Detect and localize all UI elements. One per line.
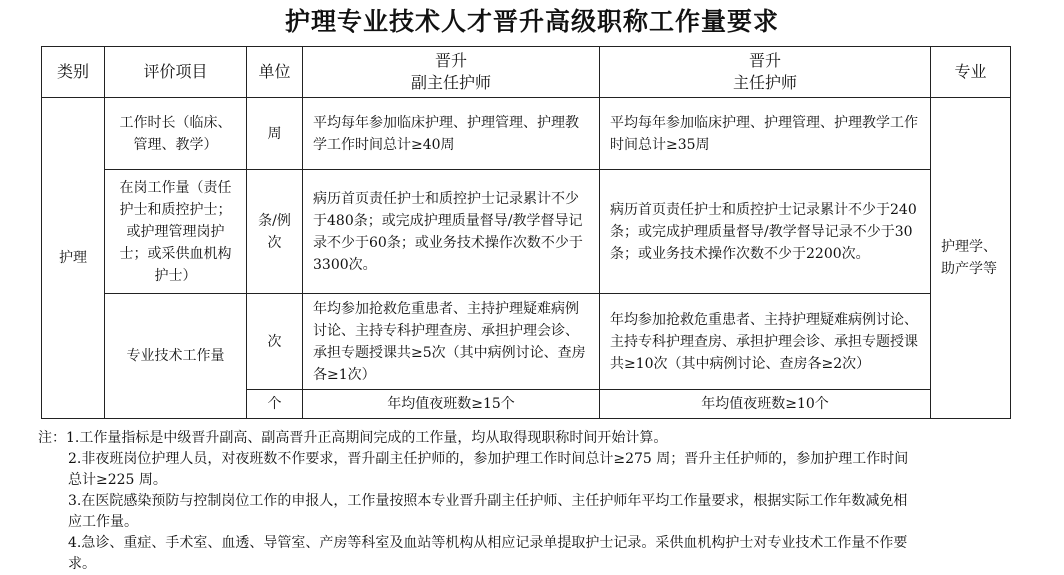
associate-cell: 年均值夜班数≥15个: [303, 390, 600, 419]
associate-cell: 病历首页责任护士和质控护士记录累计不少于480条；或完成护理质量督导/教学督导记录不少于60条；或业务技术操作次数不少于3300次。: [303, 170, 600, 294]
unit-cell: 条/例次: [247, 170, 303, 294]
chief-cell: 年均参加抢救危重患者、主持护理疑难病例讨论、主持专科护理查房、承担护理会诊、承担专题授课共≥10次（其中病例讨论、查房各≥2次）: [600, 294, 931, 390]
major-cell: 护理学、助产学等: [931, 98, 1011, 419]
page-title: 护理专业技术人才晋升高级职称工作量要求: [284, 7, 779, 36]
table-header-row: [42, 47, 1011, 98]
header-unit: 单位: [247, 47, 303, 98]
note-4-cont: 求。: [68, 556, 96, 572]
associate-cell: 平均每年参加临床护理、护理管理、护理教学工作时间总计≥40周: [303, 98, 600, 170]
note-2-cont: 总计≥225 周。: [68, 472, 167, 488]
item-cell: 专业技术工作量: [105, 294, 247, 419]
header-major: 专业: [931, 47, 1011, 98]
chief-cell: 年均值夜班数≥10个: [600, 390, 931, 419]
header-chief-line1: 晋升: [748, 51, 781, 70]
note-3-cont: 应工作量。: [68, 514, 138, 530]
header-associate: [303, 47, 600, 98]
note-3: 3.在医院感染预防与控制岗位工作的申报人，工作量按照本专业晋升副主任护师、主任护师年平均工作量要求，根据实际工作年数减免相: [68, 493, 908, 509]
header-category: 类别: [42, 47, 105, 98]
header-chief-line2: 主任护师: [732, 73, 797, 92]
table-row: [42, 98, 1011, 170]
chief-cell: 平均每年参加临床护理、护理管理、护理教学工作时间总计≥35周: [600, 98, 931, 170]
associate-cell: 年均参加抢救危重患者、主持护理疑难病例讨论、主持专科护理查房、承担护理会诊、承担专题授课共≥5次（其中病例讨论、查房各≥1次）: [303, 294, 600, 390]
chief-cell: 病历首页责任护士和质控护士记录累计不少于240条；或完成护理质量督导/教学督导记录不少于30条；或业务技术操作次数不少于2200次。: [600, 170, 931, 294]
note-2: 2.非夜班岗位护理人员，对夜班数不作要求，晋升副主任护师的，参加护理工作时间总计≥275 周；晋升主任护师的，参加护理工作时间: [68, 451, 909, 467]
note-1: 注：1.工作量指标是中级晋升副高、副高晋升正高期间完成的工作量，均从取得现职称时间开始计算。: [38, 430, 668, 446]
unit-cell: 个: [247, 390, 303, 419]
notes-section: [38, 428, 1038, 575]
table-row: [42, 170, 1011, 294]
unit-cell: 次: [247, 294, 303, 390]
header-chief: [600, 47, 931, 98]
category-cell: 护理: [42, 98, 105, 419]
item-cell: 在岗工作量（责任护士和质控护士；或护理管理岗护士；或采供血机构护士）: [105, 170, 247, 294]
workload-table: [41, 46, 1011, 419]
header-associate-line2: 副主任护师: [410, 73, 491, 92]
table-row: [42, 294, 1011, 390]
unit-cell: 周: [247, 98, 303, 170]
header-item: 评价项目: [105, 47, 247, 98]
header-associate-line1: 晋升: [434, 51, 467, 70]
note-4: 4.急诊、重症、手术室、血透、导管室、产房等科室及血站等机构从相应记录单提取护士记录。采供血机构护士对专业技术工作量不作要: [68, 535, 908, 551]
item-cell: 工作时长（临床、管理、教学）: [105, 98, 247, 170]
